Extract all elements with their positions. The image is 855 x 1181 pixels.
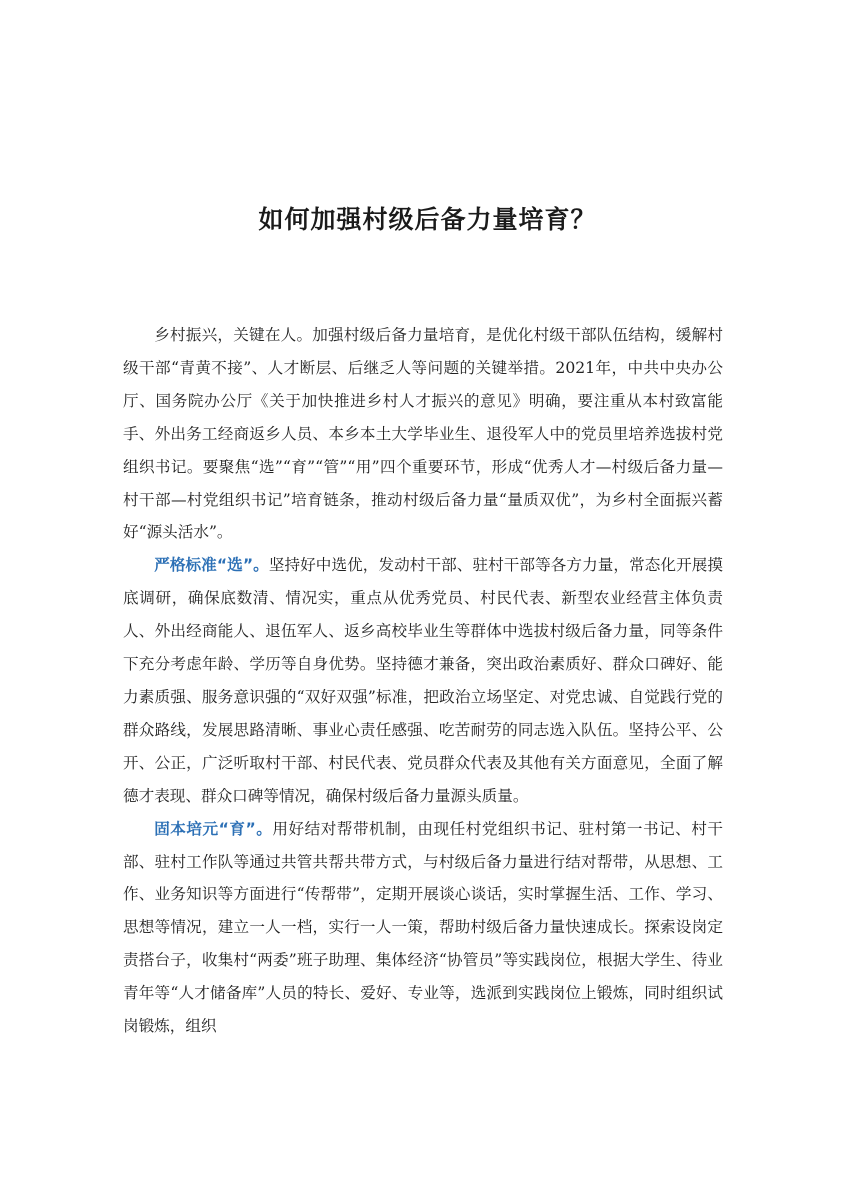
paragraph-select <box>123 549 723 812</box>
paragraph-text: 用好结对帮带机制，由现任村党组织书记、驻村第一书记、村干部、驻村工作队等通过共管共帮共带方式，与村级后备力量进行结对帮带，从思想、工作、业务知识等方面进行“传帮带”，定期开展谈心谈话，实时掌握生活、工作、学习、思想等情况，建立一人一档，实行一人一策，帮助村级后备力量快速成长。探索设岗定责搭台子，收集村“两委”班子助理、集体经济“协管员”等实践岗位，根据大学生、待业青年等“人才储备库”人员的特长、爱好、专业等，选派到实践岗位上锻炼，同时组织试岗锻炼，组织 <box>123 819 723 1036</box>
article-body <box>123 319 723 1043</box>
paragraph-text: 乡村振兴，关键在人。加强村级后备力量培育，是优化村级干部队伍结构，缓解村级干部“青黄不接”、人才断层、后继乏人等问题的关键举措。2021年，中共中央办公厅、国务院办公厅《关于加快推进乡村人才振兴的意见》明确，要注重从本村致富能手、外出务工经商返乡人员、本乡本土大学毕业生、退役军人中的党员里培养选拔村党组织书记。要聚焦“选”“育”“管”“用”四个重要环节，形成“优秀人才—村级后备力量—村干部—村党组织书记”培育链条，推动村级后备力量“量质双优”，为乡村全面振兴蓄好“源头活水”。 <box>123 326 723 542</box>
paragraph-cultivate <box>123 813 723 1043</box>
paragraph-intro <box>123 319 723 549</box>
paragraph-text: 坚持好中选优，发动村干部、驻村干部等各方力量，常态化开展摸底调研，确保底数清、情况实，重点从优秀党员、村民代表、新型农业经营主体负责人、外出经商能人、退伍军人、返乡高校毕业生等群体中选拔村级后备力量，同等条件下充分考虑年龄、学历等自身优势。坚持德才兼备，突出政治素质好、群众口碑好、能力素质强、服务意识强的“双好双强”标准，把政治立场坚定、对党忠诚、自觉践行党的群众路线，发展思路清晰、事业心责任感强、吃苦耐劳的同志选入队伍。坚持公平、公开、公正，广泛听取村干部、村民代表、党员群众代表及其他有关方面意见，全面了解德才表现、群众口碑等情况，确保村级后备力量源头质量。 <box>123 556 723 805</box>
section-lead-cultivate: 固本培元“育”。 <box>154 819 273 838</box>
page-title: 如何加强村级后备力量培育？ <box>258 205 597 234</box>
section-lead-select: 严格标准“选”。 <box>154 556 269 575</box>
